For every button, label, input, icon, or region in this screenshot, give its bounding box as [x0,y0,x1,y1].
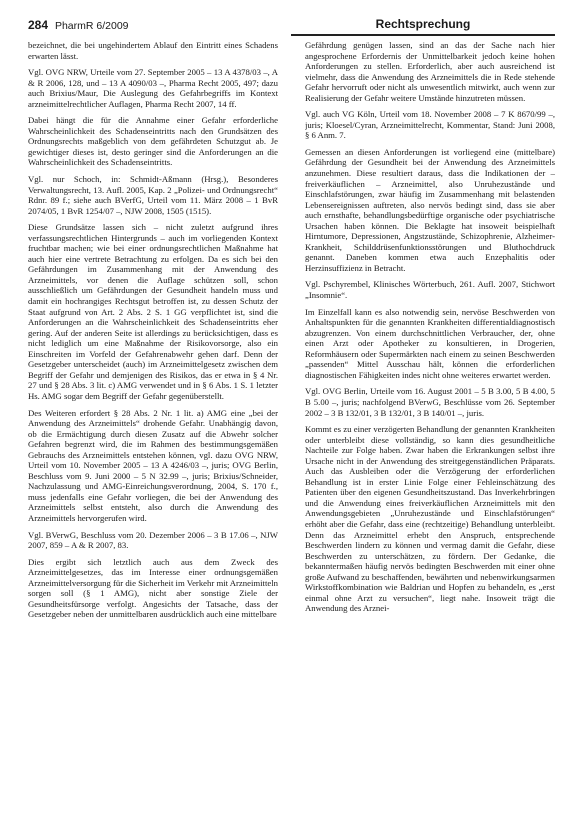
paragraph: bezeichnet, die bei ungehindertem Ablauf den Eintritt eines Schadens erwarten lässt. [28,40,278,61]
section-title: Rechtsprechung [291,16,555,36]
journal-name: PharmR 6/2009 [54,20,129,32]
paragraph: Vgl. nur Schoch, in: Schmidt-Aßmann (Hrsg.), Besonderes Verwaltungsrecht, 13. Aufl. 2005, Kap. 2 „Polizei- und Ordnungsrecht“ Rdnr. 89 f.; siehe auch BVerfG, Urteil vom 11. März 2008 – 1 BvR 2074/05, 1 BvR 1254/07 –, NJW 2008, 1505 (1515). [28,174,278,216]
page-header [28,16,555,36]
header-left [28,18,129,32]
paragraph: Vgl. OVG NRW, Urteile vom 27. September 2005 – 13 A 4378/03 –, A & R 2006, 128, und – 13 A 4090/03 –, Pharma Recht 2005, 497; dazu auch Brixius/Maur, Die Auslegung des Gefahrbegriffs im Kontext arzneimittelrechtlicher Auflagen, Pharma Recht 2007, 14 ff. [28,67,278,109]
paragraph: Vgl. auch VG Köln, Urteil vom 18. November 2008 – 7 K 8670/99 –, juris; Kloesel/Cyran, Arzneimittelrecht, Kommentar, Stand: Juni 2008, § 6 Anm. 7. [305,109,555,141]
paragraph: Vgl. Pschyrembel, Klinisches Wörterbuch, 261. Aufl. 2007, Stichwort „Insomnie“. [305,279,555,301]
paragraph: Kommt es zu einer verzögerten Behandlung der genannten Krankheiten oder unterbleibt diese vollständig, so kann dies gesundheitliche Nachteile zur Folge haben. Zwar haben die Erkrankungen selbst ihre Ursache nicht in der Anwendung des streitgegenständlichen Präparats. Auch das Ausbleiben oder die Verzögerung der erforderlichen Behandlung ist in erster Linie Folge einer Fehleinschätzung des Patienten über den eigenen Gesundheitszustand. Das Inverkehrbringen und die Anwendung eines freiverkäuflichen Arzneimittels mit den Anwendungsgebieten „Unruhezustände und Einschlafstörungen“ erhöht aber die Gefahr, dass eine (rechtzeitige) Behandlung unterbleibt. Denn das Arzneimittel erhebt den Anspruch, entsprechende Beschwerden lindern zu können und vermag damit die Gefahr, diese Beschwerden zu unterschätzen, zu fördern. Der Gedanke, die bekanntermaßen häufig nervös bedingten Beschwerden mit einer ohne große Aufwand zu beschaffenden, bewährten und nebenwirkungsarmen Wirkstoffkombination wie Baldrian und Hopfen zu behandeln, es „erst einmal ohne Arzt zu versuchen“, liegt nahe. Insoweit trägt die Anwendung des Arznei- [305,424,555,614]
paragraph: Vgl. BVerwG, Beschluss vom 20. Dezember 2006 – 3 B 17.06 –, NJW 2007, 859 – A & R 2007, 83. [28,529,278,551]
paragraph: Im Einzelfall kann es also notwendig sein, nervöse Beschwerden von Anhaltspunkten für die genannten Krankheiten differentialdiagnostisch abzugrenzen. Von einem durchschnittlichen Verbraucher, der, ohne einen Arzt oder Apotheker zu konsultieren, in Drogerien, Reformhäusern oder Supermärkten nach einem zu seinen Beschwerden „passenden“ Mittel Ausschau hält, können die erforderlichen diagnostischen Fähigkeiten indes nicht ohne weiteres erwartet werden. [305,306,555,380]
paragraph: Gefährdung genügen lassen, sind an das der Sache nach hier angesprochene Erfordernis der Unmittelbarkeit jedoch keine hohen Anforderungen zu stellen. Erforderlich, aber auch ausreichend ist vielmehr, dass die Anwendung des Arzneimittels die in Rede stehende Gefahr hervorruft oder nicht als unwesentlich mitwirkt, auch wenn zur Realisierung der Gefahr weitere Umstände hinzutreten müssen. [305,40,555,103]
paragraph: Gemessen an diesen Anforderungen ist vorliegend eine (mittelbare) Gefährdung der Gesundheit bei der Anwendung des Arzneimittels anzunehmen. Diese resultiert daraus, dass die Indikationen der – freiverkäuflichen – Arzneimittel, also Unruhezustände und Einschlafstörungen, zwar häufig im Zusammenhang mit belastenden Lebensereignissen auftreten, also nervös bedingt sind, dass sie aber auch ernsthafte, behandlungsbedürftige organische oder psychiatrische Ursachen haben können. Die Beklagte hat insoweit beispielhaft Hirntumore, Depressionen, Angstzustände, Schizophrenie, Alzheimer-Krankheit, Schilddrüsenfunktionsstörungen und Bluthochdruck genannt. Daneben kommen etwa auch Enzephalitis oder Herzinsuffizienz in Betracht. [305,146,555,273]
paragraph: Vgl. OVG Berlin, Urteile vom 16. August 2001 – 5 B 3.00, 5 B 4.00, 5 B 5.00 –, juris; nachfolgend BVerwG, Beschlüsse vom 26. September 2002 – 3 B 132/01, 3 B 132/01, 3 B 140/01 –, juris. [305,386,555,418]
paragraph: Dies ergibt sich letztlich auch aus dem Zweck des Arzneimittelgesetzes, das im Interesse einer ordnungsgemäßen Arzneimittelversorgung für die Sicherheit im Verkehr mit Arzneimitteln sorgen soll (§ 1 AMG), nicht aber sonstige Ziele der Gesundheitsfürsorge verfolgt. Angesichts der Tatsache, dass der Gesetzgeber neben der unmittelbaren ausdrücklich auch eine mittelbare [28,556,278,620]
page-number: 284 [28,18,49,32]
right-column [305,40,555,810]
paragraph: Des Weiteren erfordert § 28 Abs. 2 Nr. 1 lit. a) AMG eine „bei der Anwendung des Arzneimittels“ drohende Gefahr. Unabhängig davon, ob die Ermächtigung durch diesen Zusatz auf die Abwehr solcher Gefahren begrenzt wird, die im Rahmen des bestimmungsgemäßen Gebrauchs des Arzneimittels entstehen können, vgl. dazu OVG NRW, Urteil vom 10. November 2005 – 13 A 4246/03 –, juris; OVG Berlin, Beschluss vom 9. Juni 2000 – 5 N 32.99 –, juris; Brixius/Schneider, Nachzulassung und AMG-Einreichungsverordnung, 2004, S. 170 f., muss jedenfalls eine Gefahr vorliegen, die bei der Anwendung des Arzneimittels selbst entsteht, also durch die Anwendung des Arzneimittels hervorgerufen wird. [28,407,278,523]
paragraph: Diese Grundsätze lassen sich – nicht zuletzt aufgrund ihres verfassungsrechtlichen Hintergrunds – auch im vorliegenden Kontext fruchtbar machen; wie bei einer ordnungsrechtlichen Maßnahme hat auch hier eine vertrete Betrachtung zu erfolgen. Da es sich bei den Gefährdungen im Zusammenhang mit der Anwendung des Arzneimittels, vor denen die Auflage schützen soll, schon ausschließlich um Gefährdungen der Gesundheit handeln muss und damit ein hochrangiges Rechtsgut betroffen ist, zu dessen Schutz der Staat aufgrund von Art. 2 Abs. 2 S. 1 GG verpflichtet ist, sind die Anforderungen an die Wahrscheinlichkeit des Schadenseintritts eher gering. Auf der anderen Seite ist allerdings zu berücksichtigen, dass es nicht lediglich um eine Maßnahme der Risikovorsorge, also ein Einschreiten im Vorfeld der Gefahrenabwehr gehen darf. Denn der Gesetzgeber unterscheidet (auch) im Arzneimittelgesetz zwischen dem Begriff der Gefahr und demjenigen des Risikos, das er etwa in § 4 Nr. 27 und § 28 Abs. 3 lit. c) AMG verwendet und in § 6 Abs. 1 S. 1 letzter Hs. AMG sogar dem Begriff der Gefahr gegenüberstellt. [28,222,278,401]
left-column [28,40,278,810]
paragraph: Dabei hängt die für die Annahme einer Gefahr erforderliche Wahrscheinlichkeit des Schadenseintritts nach den Grundsätzen des Ordnungsrechts maßgeblich von dem gefährdeten Schutzgut ab. Je gewichtiger dieses ist, desto geringer sind die Anforderungen an die Wahrscheinlichkeit des Schadenseintritts. [28,115,278,168]
